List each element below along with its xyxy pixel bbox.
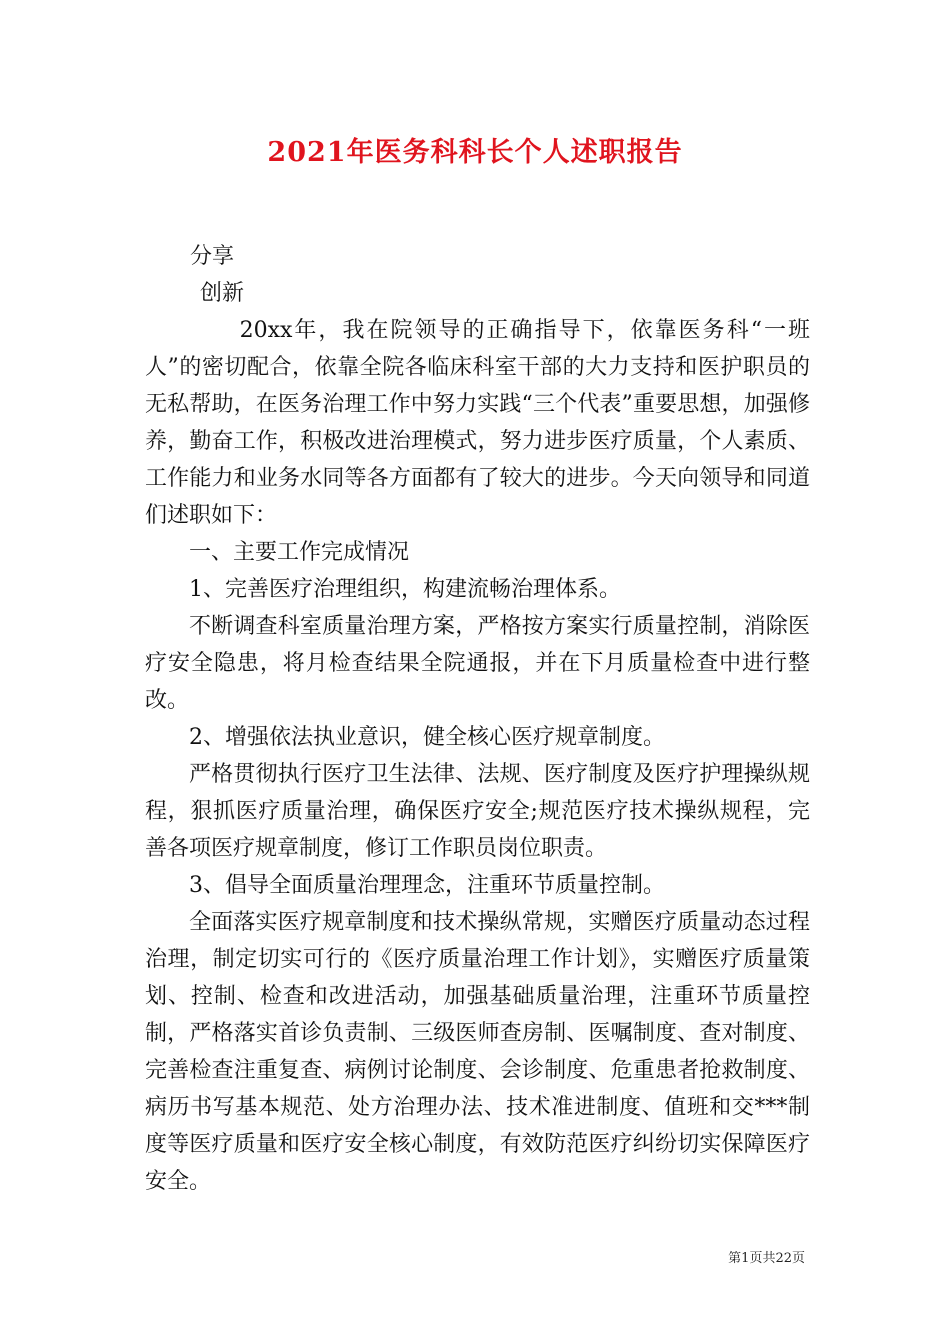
paragraph-2: 严格贯彻执行医疗卫生法律、法规、医疗制度及医疗护理操纵规程，狠抓医疗质量治理，确保医疗安全;规范医疗技术操纵规程，完善各项医疗规章制度，修订工作职员岗位职责。 <box>145 762 810 861</box>
subheading-2: 2、增强依法执业意识，健全核心医疗规章制度。 <box>189 725 665 750</box>
page-number-footer: 第1页共22页 <box>728 1251 805 1266</box>
subheading-1: 1、完善医疗治理组织，构建流畅治理体系。 <box>189 577 621 602</box>
document-title: 2021年医务科科长个人述职报告 <box>267 137 683 168</box>
share-label: 分享 <box>190 244 235 269</box>
section-heading: 一、主要工作完成情况 <box>189 540 410 565</box>
subheading-3: 3、倡导全面质量治理理念，注重环节质量控制。 <box>189 873 665 898</box>
paragraph-3: 全面落实医疗规章制度和技术操纵常规，实赠医疗质量动态过程治理，制定切实可行的《医疗质量治理工作计划》，实赠医疗质量策划、控制、检查和改进活动，加强基础质量治理，注重环节质量控制，严格落实首诊负责制、三级医师查房制、医嘱制度、查对制度、完善检查注重复查、病例讨论制度、会诊制度、危重患者抢救制度、病历书写基本规范、处方治理办法、技术准进制度、值班和交***制度等医疗质量和医疗安全核心制度，有效防范医疗纠纷切实保障医疗安全。 <box>145 910 810 1194</box>
paragraph-1: 不断调查科室质量治理方案，严格按方案实行质量控制，消除医疗安全隐患，将月检查结果全院通报，并在下月质量检查中进行整改。 <box>145 614 810 713</box>
intro-paragraph: 20xx年，我在院领导的正确指导下，依靠医务科“一班人”的密切配合，依靠全院各临床科室干部的大力支持和医护职员的无私帮助，在医务治理工作中努力实践“三个代表”重要思想，加强修养，勤奋工作，积极改进治理模式，努力进步医疗质量，个人素质、工作能力和业务水同等各方面都有了较大的进步。今天向领导和同道们述职如下： <box>145 318 810 528</box>
document-body <box>145 238 810 1200</box>
innovation-label: 创新 <box>200 281 245 306</box>
